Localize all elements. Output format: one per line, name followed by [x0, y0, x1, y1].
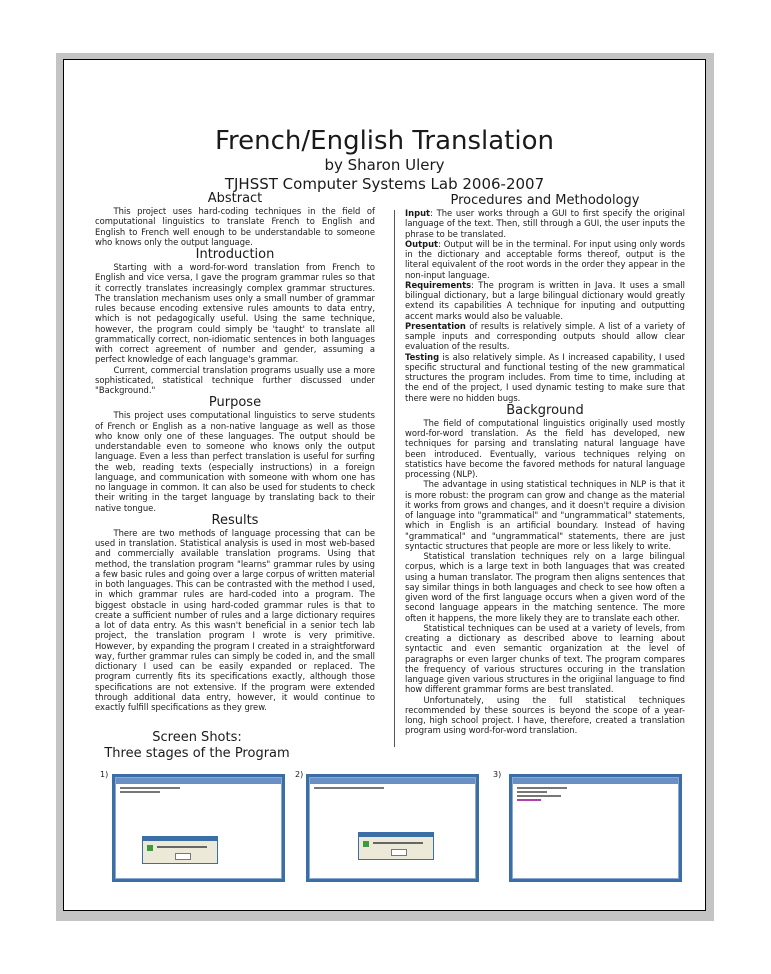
dialog-text-line — [373, 842, 423, 844]
testing-text: is also relatively simple. As I increased capability, I used specific structural and functional testing of the new grammatical structures the program includes. From time to time, including at the end of the project, I used dynamic testing to make sure that there were no hidden bugs. — [405, 351, 685, 403]
column-divider — [394, 210, 395, 747]
introduction-text-1: Starting with a word-for-word translation from French to English and vice versa, I gave the program grammar rules so that it correctly translates increasingly complex grammar structures. The translation mechanism uses only a small number of grammar rules because encoding extensive rules amounts to data entry, which is not pedagogically useful. Using the same technique, however, the program could simply be 'taught' to translate all grammatically correct, non-idiomatic sentences in both languages with correct agreement of number and gender, assuming a perfect knowledge of each language's grammar. — [95, 262, 375, 365]
dialog-titlebar — [359, 833, 433, 837]
screenshot-3-text-line — [517, 787, 567, 789]
procedures-input — [405, 208, 685, 239]
poster-lab: TJHSST Computer Systems Lab 2006-2007 — [224, 175, 545, 193]
abstract-heading: Abstract — [207, 191, 263, 206]
screenshot-1-text-line — [120, 787, 180, 789]
poster-author: by Sharon Ulery — [324, 156, 445, 174]
introduction-heading: Introduction — [195, 247, 275, 262]
procedures-presentation — [405, 321, 685, 352]
introduction-text-2: Current, commercial translation programs usually use a more sophisticated, statistical technique further discussed under "Background." — [95, 364, 375, 395]
procedures-output — [405, 239, 685, 280]
procedures-testing — [405, 352, 685, 403]
background-text-4: Statistical techniques can be used at a variety of levels, from creating a dictionary as described above to learning about syntactic and even semantic organization at the level of paragraphs or even larger chunks of text. The program compares the frequency of various structures occuring in the translation language given various structures in the origiinal language to find how different grammar forms are best translated. — [405, 622, 685, 695]
procedures-heading: Procedures and Methodology — [450, 193, 640, 208]
left-column — [95, 191, 375, 712]
screenshot-1 — [112, 774, 285, 882]
background-text-2: The advantage in using statistical techniques in NLP is that it is more robust: the program can grow and change as the material it works from grows and changes, and it doesn't require a division of language into "grammatical" and "ungrammatical" statements, which in English is an artificial boundary. Instead of having "grammatical" and "ungrammatical" statements, there are just syntactic structures that people are more or less likely to write. — [405, 479, 685, 551]
requirements-label: Requirements — [405, 279, 472, 290]
results-text: There are two methods of language processing that can be used in translation. Statistical analysis is used in most web-based and commercially available translation programs. Using that method, the translation program "learns" grammar rules by using a few basic rules and going over a large corpus of written material in both languages. This can be contrasted with the method I used, in which grammar rules are hard-coded into a program. The biggest obstacle in using hard-coded grammar rules is that to create a sufficient number of rules and a large dictionary requires a lot of data entry. As this wasn't beneficial in a senior tech lab project, the translation program I wrote is very primitive. However, by expanding the program I created in a straightforward way, further grammar rules can simply be coded in, and the small dictionary I used can be easily expanded or replaced. The program currently fits its specifications exactly, although those specifications are not extensive. If the program were extended through additional data entry, however, it would continue to exactly fulfill specifications as they grew. — [95, 527, 375, 712]
background-text-1: The field of computational linguistics originally used mostly word-for-word translation. As the field has developed, new techniques for parsing and translating natural language have been introduced. Eventually, various techniques relying on statistics have become the favored methods for natural language processing (NLP). — [405, 417, 685, 479]
output-label: Output — [405, 238, 439, 249]
procedures-requirements — [405, 280, 685, 321]
screenshot-3-text-line — [517, 791, 547, 793]
screenshot-label-3: 3) — [493, 770, 502, 779]
requirements-text: : The program is written in Java. It uses a small bilingual dictionary, but a large bilingual dictionary would greatly extend its capabilities A technique for inputing and outputting accent marks would also be valuable. — [405, 279, 685, 321]
purpose-text: This project uses computational linguistics to serve students of French or English as a non-native language as well as those who know only one of these languages. The output should be understandable even to someone who knows only the output language. Even a less than perfect translation is useful for surfing the web, reading texts (especially instructions) in a foreign language, and communication with someone with whom one has no language in common. It can also be used for students to check their writing in the target language by translating back to their native tongue. — [95, 410, 375, 513]
screenshot-3-titlebar — [513, 778, 678, 784]
poster-page — [63, 59, 706, 911]
screenshot-2-text-line — [314, 787, 384, 789]
screenshot-3-text-line — [517, 799, 541, 801]
screenshot-label-1: 1) — [100, 770, 109, 779]
question-icon — [147, 845, 153, 851]
dialog-ok-button — [175, 853, 191, 860]
screenshot-2 — [306, 774, 479, 882]
dialog-titlebar — [143, 837, 217, 841]
input-icon — [363, 841, 369, 847]
screenshot-2-window — [309, 777, 476, 879]
input-label: Input — [405, 208, 431, 218]
right-column — [405, 193, 685, 736]
screenshot-2-titlebar — [310, 778, 475, 784]
screenshot-1-dialog — [142, 836, 218, 864]
background-text-5: Unfortunately, using the full statistical techniques recommended by these sources is beyond the scope of a year-long, high school project. I have, therefore, created a translation program using word-for-word translation. — [405, 694, 685, 736]
testing-label: Testing — [405, 351, 440, 362]
screenshot-2-dialog — [358, 832, 434, 860]
background-text-3: Statistical translation techniques rely on a large bilingual corpus, which is a large text in both languages that was created using a human translator. The program then aligns sentences that say similar things in both languages and check to see how often a given word of the first language occurs when a given word of the second language appears in the matching sentence. The more often it happens, the more likely they are to translate each other. — [405, 551, 685, 623]
results-heading: Results — [211, 512, 259, 528]
screenshot-3 — [509, 774, 682, 882]
purpose-heading: Purpose — [208, 395, 262, 411]
input-text: : The user works through a GUI to first specify the original language of the text. Then, still through a GUI, the user inputs the phrase to be translated. — [405, 208, 685, 239]
screenshot-label-2: 2) — [295, 770, 304, 779]
output-text: : Output will be in the terminal. For input using only words in the dictionary and acceptable forms thereof, output is the literal equivalent of the root words in the order they appear in the non-input language. — [405, 238, 685, 280]
dialog-text-line — [157, 846, 207, 848]
screenshot-3-text-line — [517, 795, 561, 797]
screenshots-heading: Screen Shots: — [152, 730, 242, 745]
presentation-label: Presentation — [405, 320, 466, 331]
background-heading: Background — [506, 402, 584, 418]
screenshot-3-window — [512, 777, 679, 879]
screenshot-1-titlebar — [116, 778, 281, 784]
dialog-ok-button — [391, 849, 407, 856]
abstract-text: This project uses hard-coding techniques in the field of computational linguistics to translate French to English and English to French well enough to be understandable to someone who knows only the output language. — [95, 206, 375, 247]
screenshot-1-window — [115, 777, 282, 879]
presentation-text: of results is relatively simple. A list of a variety of sample inputs and corresponding outputs should allow clear evaluation of the results. — [405, 320, 685, 352]
screenshots-subheading: Three stages of the Program — [104, 746, 290, 761]
poster-title: French/English Translation — [214, 126, 554, 156]
screenshot-1-text-line — [120, 791, 160, 793]
